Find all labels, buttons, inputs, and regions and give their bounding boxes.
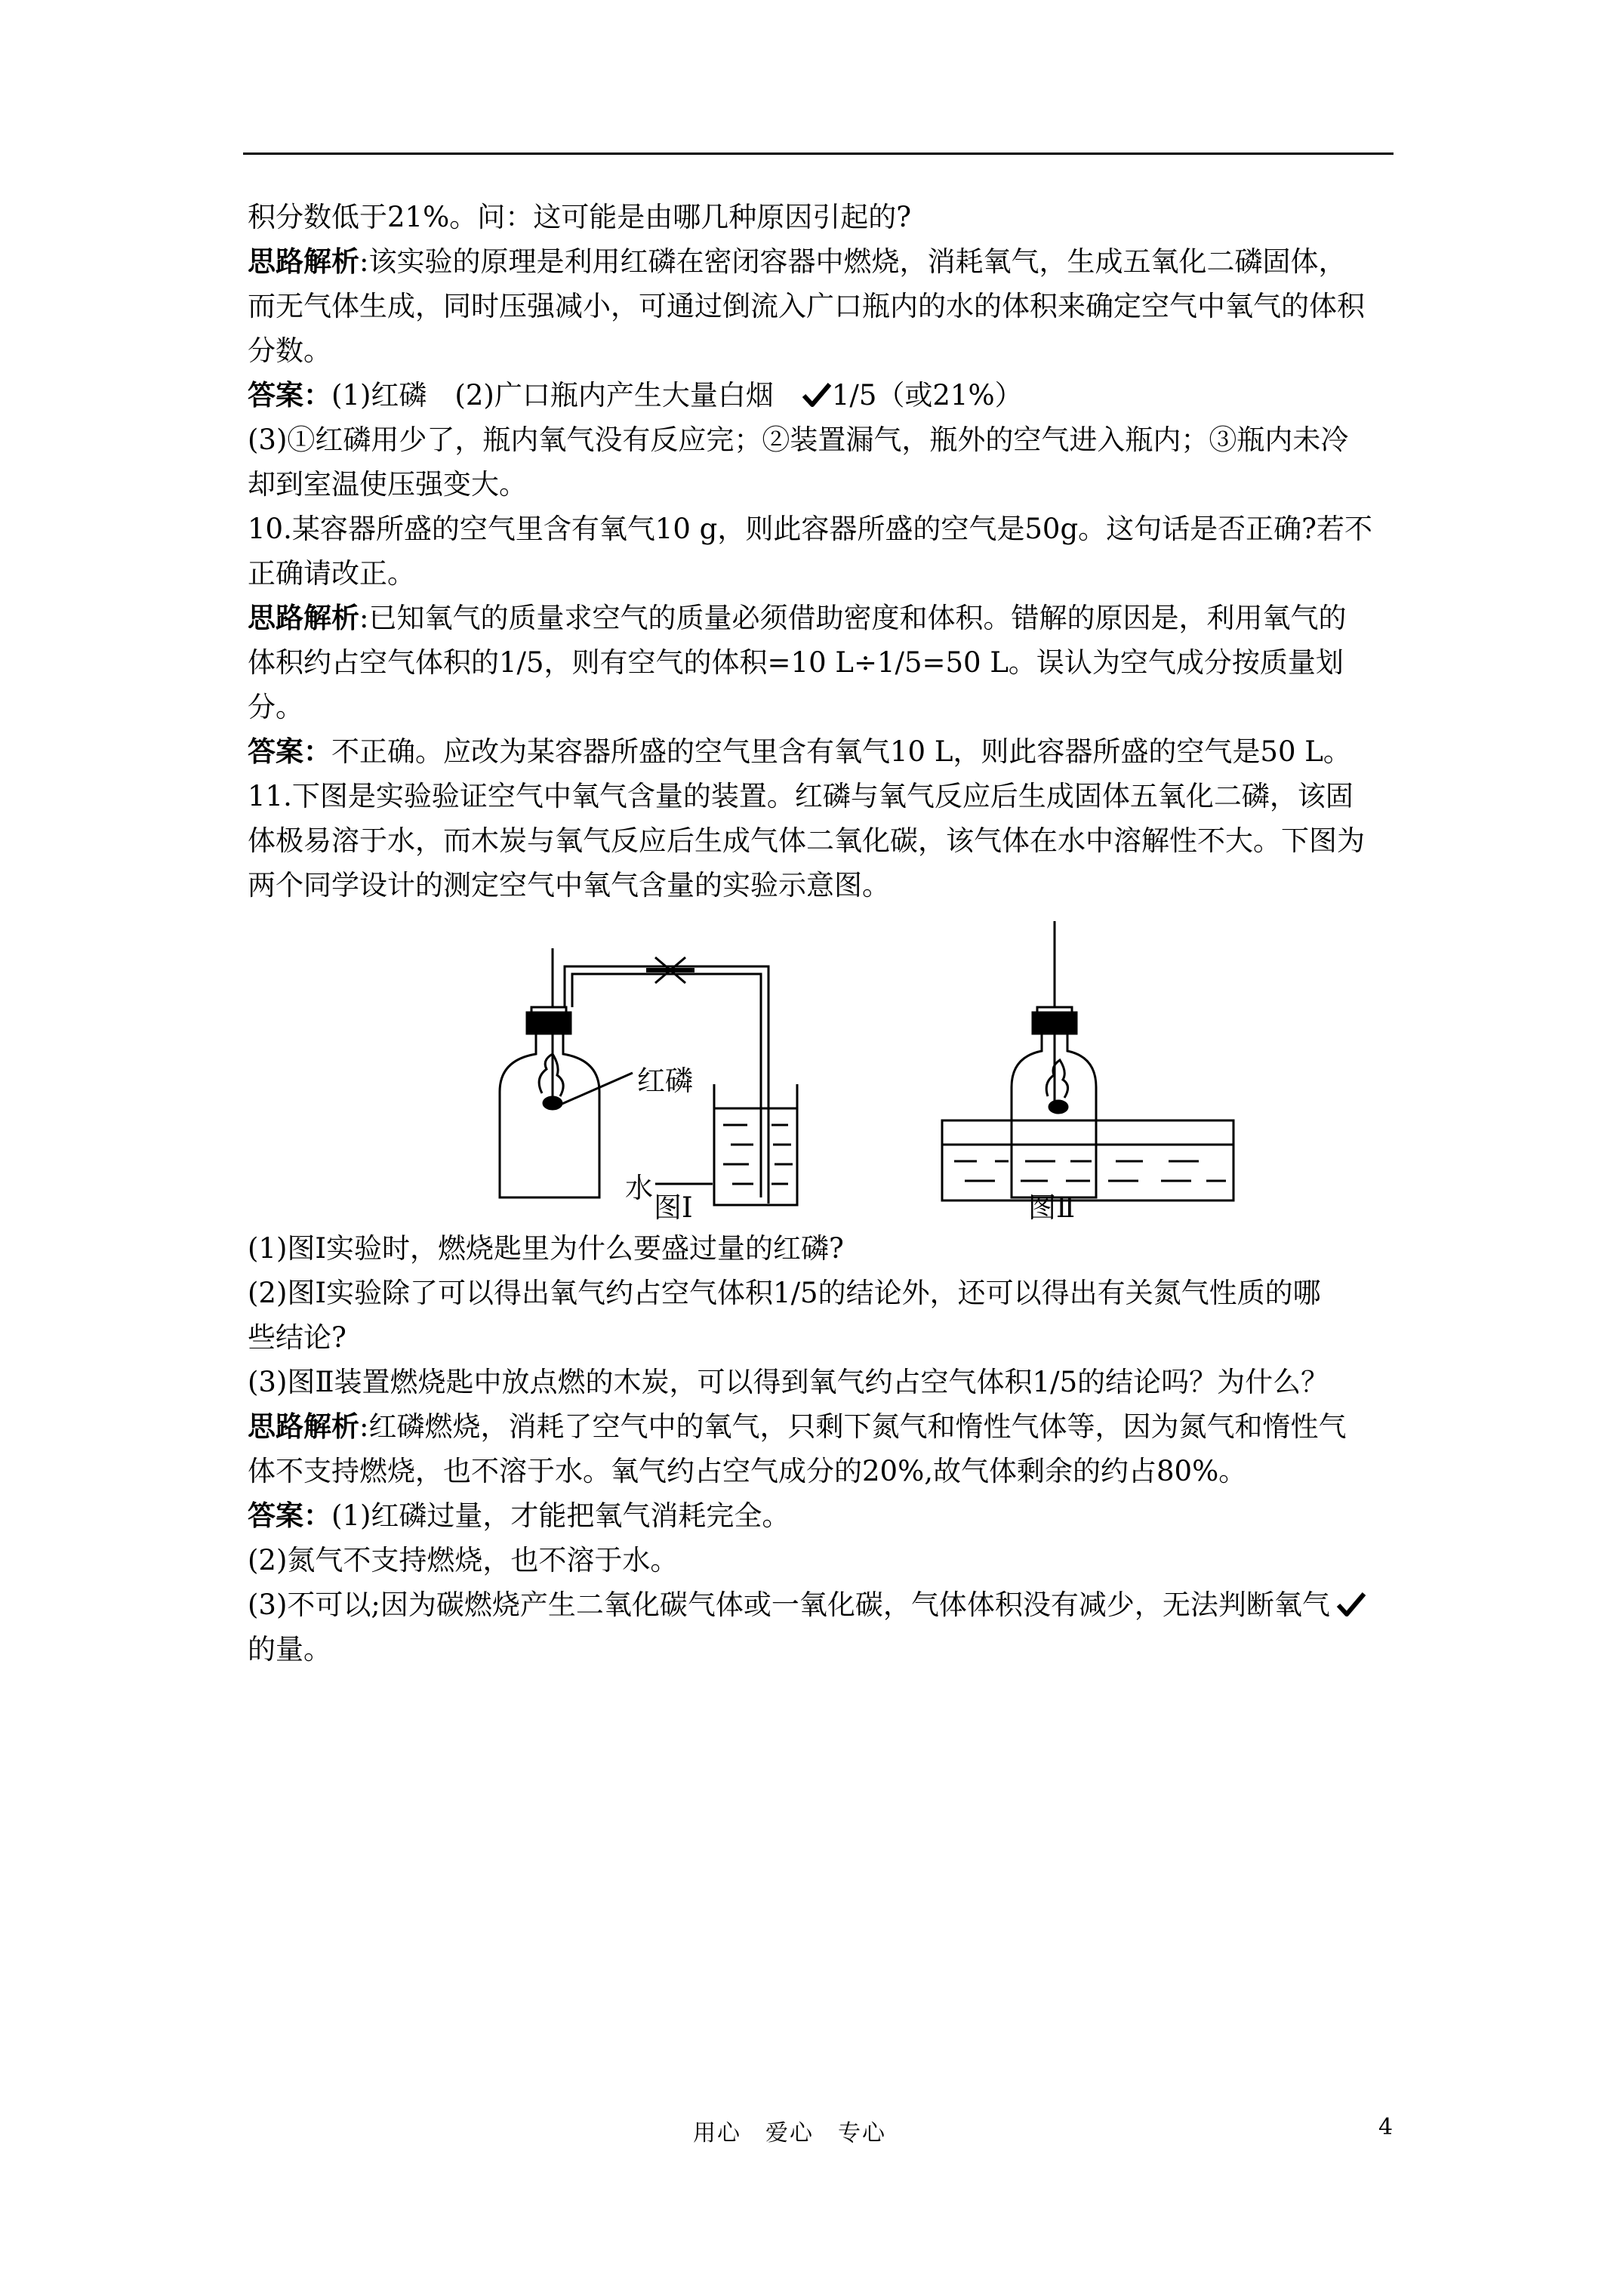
figure-1-caption: 图Ⅰ [654, 1191, 693, 1224]
text-line: 10.某容器所盛的空气里含有氧气10 g，则此容器所盛的空气是50g。这句话是否正确?若不 [248, 513, 1372, 545]
text-line: (3)图Ⅱ装置燃烧匙中放点燃的木炭，可以得到氧气约占空气体积1/5的结论吗？为什么？ [248, 1366, 1329, 1398]
text-line: 两个同学设计的测定空气中氧气含量的实验示意图。 [248, 869, 890, 901]
answer-text: (3)不可以;因为碳燃烧产生二氧化碳气体或一氧化碳，气体体积没有减少，无法判断氧气 [248, 1589, 1330, 1621]
text-line: (2)氮气不支持燃烧，也不溶于水。 [248, 1544, 679, 1576]
text-line: 分数。 [248, 334, 331, 367]
red-phosphorus-label: 红磷 [637, 1065, 693, 1097]
checkmark-icon [1336, 1592, 1366, 1617]
analysis-label: 思路解析 [248, 1410, 359, 1443]
header-rule [243, 153, 1394, 155]
text-line: 却到室温使压强变大。 [248, 468, 527, 501]
page-content [248, 195, 1395, 1672]
text-line [248, 1404, 1395, 1449]
analysis-text: :已知氧气的质量求空气的质量必须借助密度和体积。错解的原因是，利用氧气的 [359, 602, 1347, 634]
figure-2-caption: 图Ⅱ [1028, 1191, 1076, 1224]
text-line: 11.下图是实验验证空气中氧气含量的装置。红磷与氧气反应后生成固体五氧化二磷，该固 [248, 780, 1354, 812]
text-line [248, 596, 1395, 640]
analysis-text: :该实验的原理是利用红磷在密闭容器中燃烧，消耗氧气，生成五氧化二磷固体， [359, 245, 1347, 278]
answer-text: 不正确。应改为某容器所盛的空气里含有氧气10 L，则此容器所盛的空气是50 L。 [331, 735, 1351, 768]
answer-text: (1)红磷过量，才能把氧气消耗完全。 [331, 1499, 790, 1532]
text-line: 些结论? [248, 1321, 346, 1354]
text-line [248, 373, 1395, 418]
text-line: 体极易溶于水，而木炭与氧气反应后生成气体二氧化碳，该气体在水中溶解性不大。下图为 [248, 824, 1365, 857]
text-line [248, 1493, 1395, 1538]
text-line: (1)图Ⅰ实验时，燃烧匙里为什么要盛过量的红磷? [248, 1232, 844, 1265]
text-line: 而无气体生成，同时压强减小，可通过倒流入广口瓶内的水的体积来确定空气中氧气的体积 [248, 290, 1365, 322]
text-line [248, 729, 1395, 774]
water-label: 水 [625, 1172, 653, 1204]
analysis-label: 思路解析 [248, 601, 359, 634]
answer-label: 答案： [248, 1499, 331, 1532]
text-line: (2)图Ⅰ实验除了可以得出氧气约占空气体积1/5的结论外，还可以得出有关氮气性质的哪 [248, 1277, 1321, 1309]
text-line [248, 1583, 1395, 1627]
apparatus-diagram [248, 918, 1395, 1220]
text-line: 体不支持燃烧，也不溶于水。氧气约占空气成分的20%,故气体剩余的约占80%。 [248, 1455, 1247, 1487]
answer-label: 答案： [248, 378, 331, 411]
footer-motto: 用心 爱心 专心 [693, 2120, 886, 2147]
text-line: (3)①红磷用少了，瓶内氧气没有反应完；②装置漏气，瓶外的空气进入瓶内；③瓶内未冷 [248, 424, 1349, 456]
text-line [248, 239, 1395, 284]
analysis-text: :红磷燃烧，消耗了空气中的氧气，只剩下氮气和惰性气体等，因为氮气和惰性气 [359, 1410, 1347, 1443]
answer-text: 1/5（或21%） [831, 379, 1023, 411]
page-number: 4 [1378, 2114, 1394, 2140]
text-line: 正确请改正。 [248, 557, 415, 590]
text-line: 的量。 [248, 1633, 331, 1666]
text-line: 体积约占空气体积的1/5，则有空气的体积=10 L÷1/5=50 L。误认为空气成分按质量划分。 [248, 646, 1344, 723]
experiment-figure [248, 918, 1395, 1224]
text-line: 积分数低于21%。问：这可能是由哪几种原因引起的? [248, 201, 912, 233]
answer-label: 答案： [248, 735, 331, 768]
checkmark-icon [802, 382, 832, 408]
analysis-label: 思路解析 [248, 245, 359, 278]
answer-text: (1)红磷 (2)广口瓶内产生大量白烟 [331, 379, 802, 411]
